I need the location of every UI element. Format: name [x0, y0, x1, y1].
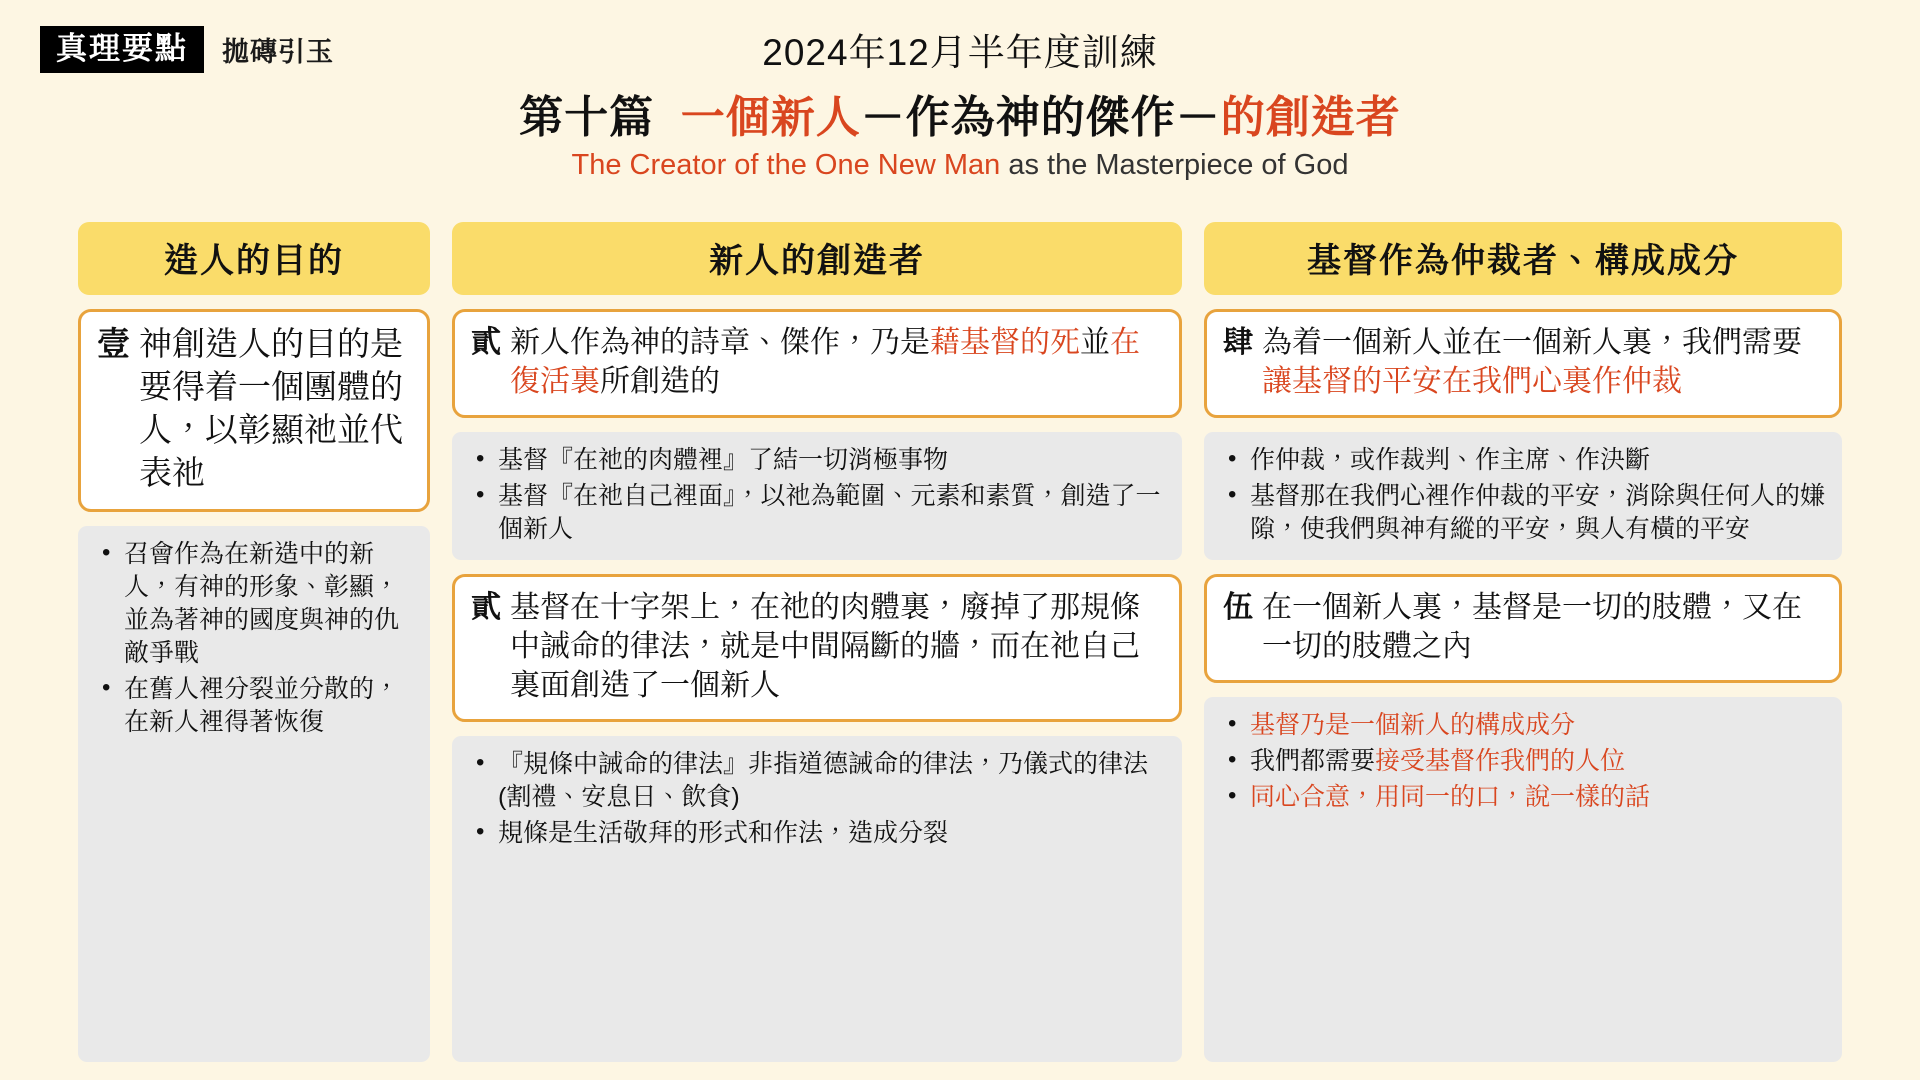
- column-header-3: 基督作為仲裁者、構成成分: [1204, 222, 1842, 295]
- seg-accent: 基督乃是一個新人的構成成分: [1250, 711, 1576, 739]
- list-item: • 作仲裁，或作裁判、作主席、作決斷: [1224, 444, 1826, 477]
- seg-accent: 藉基督的死: [930, 326, 1080, 359]
- list-item: • 基督『在祂的肉體裡』了結一切消極事物: [472, 444, 1166, 477]
- card-bullets-2a: [452, 432, 1182, 560]
- list-item: [1224, 781, 1826, 814]
- card-point-3b: [1204, 574, 1842, 683]
- point-1: [97, 323, 411, 495]
- title-middle: －作為神的傑作－: [860, 93, 1221, 142]
- badge-subtitle: 拋磚引玉: [222, 37, 334, 67]
- seg-accent: 同心合意，用同一的口，說一樣的話: [1250, 783, 1651, 811]
- content-columns: [0, 222, 1920, 1062]
- card-point-2a: [452, 309, 1182, 418]
- card-point-2b: [452, 574, 1182, 722]
- card-bullets-3a: [1204, 432, 1842, 560]
- bullet-list-2b: [472, 748, 1166, 850]
- column-header-2: 新人的創造者: [452, 222, 1182, 295]
- point-1-text: 神創造人的目的是要得着一個團體的人，以彰顯祂並代表祂: [139, 325, 403, 491]
- point-3a: [1223, 323, 1823, 401]
- card-bullets-1: [78, 526, 430, 1062]
- column-header-1: 造人的目的: [78, 222, 430, 295]
- list-item: [1224, 709, 1826, 742]
- bullet-list-3a: [1224, 444, 1826, 546]
- list-item: [1224, 745, 1826, 778]
- list-item: • 規條是生活敬拜的形式和作法，造成分裂: [472, 817, 1166, 850]
- bullet-list-3b: [1224, 709, 1826, 814]
- list-item: • 在舊人裡分裂並分散的，在新人裡得著恢復: [98, 673, 414, 739]
- title-accent-one-new-man: 一個新人: [680, 93, 861, 142]
- list-item: • 召會作為在新造中的新人，有神的形象、彰顯，並為著神的國度與神的仇敵爭戰: [98, 538, 414, 670]
- card-point-1: [78, 309, 430, 512]
- column-creator-of-new-man: [452, 222, 1182, 1062]
- seg-plain: 新人作為神的詩章、傑作，乃是: [510, 326, 930, 359]
- title-en-accent: The Creator of the One New Man: [571, 149, 1001, 181]
- point-3a-text: [1262, 323, 1823, 401]
- truth-points-badge: 真理要點: [40, 26, 204, 73]
- page-title-english: [0, 149, 1920, 182]
- list-item: • 基督『在祂自己裡面』，以祂為範圍、元素和素質，創造了一個新人: [472, 480, 1166, 546]
- point-2a: [471, 323, 1163, 401]
- point-2a-text: [510, 323, 1163, 401]
- column-purpose-of-creating-man: [78, 222, 430, 1062]
- point-2a-number: 貳: [471, 326, 501, 359]
- training-subtitle: 2024年12月半年度訓練: [762, 32, 1158, 73]
- seg-plain: 為着一個新人並在一個新人裏，我們需要: [1262, 326, 1802, 359]
- point-3b-text: 在一個新人裏，基督是一切的肢體，又在一切的肢體之內: [1262, 591, 1802, 663]
- card-bullets-2b: [452, 736, 1182, 1062]
- seg-accent: 讓基督的平安在我們心裏作仲裁: [1262, 365, 1682, 398]
- list-item: • 基督那在我們心裡作仲裁的平安，消除與任何人的嫌隙，使我們與神有縱的平安，與人有橫的平安: [1224, 480, 1826, 546]
- list-item: • 『規條中誡命的律法』非指道德誡命的律法，乃儀式的律法(割禮、安息日、飲食): [472, 748, 1166, 814]
- point-2b: [471, 588, 1163, 705]
- point-2b-number: 貳: [471, 591, 501, 624]
- card-point-3a: [1204, 309, 1842, 418]
- seg-accent: 接受基督作我們的人位: [1375, 747, 1626, 775]
- point-1-number: 壹: [97, 325, 130, 362]
- point-3b-number: 伍: [1223, 591, 1253, 624]
- column-christ-as-arbiter: [1204, 222, 1842, 1062]
- bullet-list-2a: [472, 444, 1166, 546]
- point-3b: [1223, 588, 1823, 666]
- seg-plain: 並: [1080, 326, 1110, 359]
- seg-plain: 我們都需要: [1250, 747, 1376, 775]
- point-2b-text: 基督在十字架上，在祂的肉體裏，廢掉了那規條中誡命的律法，就是中間隔斷的牆，而在祂自己裏面創造了一個新人: [510, 591, 1140, 702]
- title-en-rest: as the Masterpiece of God: [1000, 149, 1349, 181]
- title-block: [0, 22, 1920, 182]
- title-prefix: 第十篇: [519, 93, 655, 142]
- seg-accent: 在復活裏: [510, 326, 1140, 398]
- card-bullets-3b: [1204, 697, 1842, 1062]
- page-title: [0, 81, 1920, 145]
- seg-plain: 所創造的: [600, 365, 720, 398]
- bullet-list-1: [98, 538, 414, 739]
- point-3a-number: 肆: [1223, 326, 1253, 359]
- title-accent-creator: 的創造者: [1220, 93, 1401, 142]
